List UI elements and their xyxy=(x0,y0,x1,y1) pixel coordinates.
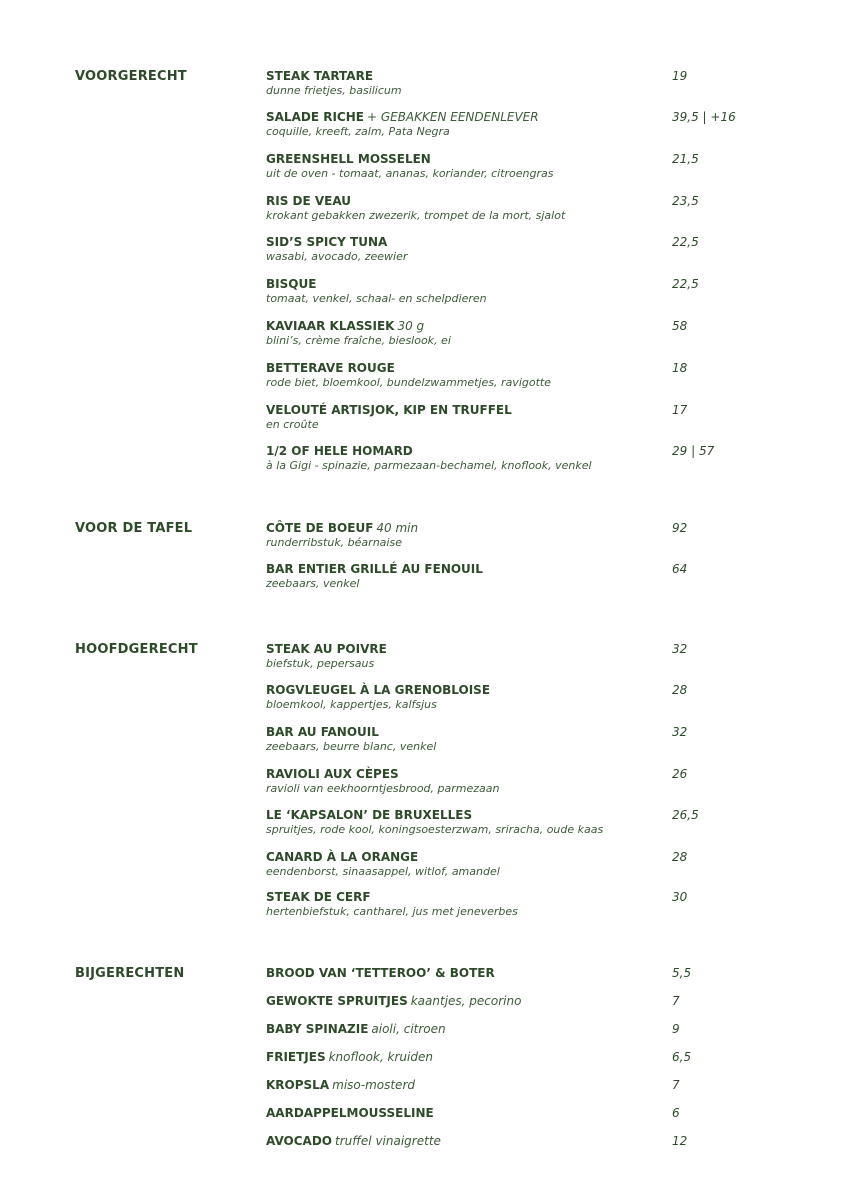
item-name: BISQUE xyxy=(266,277,317,291)
menu-item xyxy=(266,808,826,836)
item-extra: knoflook, kruiden xyxy=(328,1050,433,1064)
item-price: 22,5 xyxy=(672,235,699,249)
item-description: à la Gigi - spinazie, parmezaan-bechamel, knoflook, venkel xyxy=(266,459,592,472)
item-name: BABY SPINAZIE xyxy=(266,1022,369,1036)
item-price: 29 | 57 xyxy=(672,444,715,458)
item-price: 30 xyxy=(672,890,688,904)
item-description: runderribstuk, béarnaise xyxy=(266,536,402,549)
item-name: STEAK TARTARE xyxy=(266,69,374,83)
menu-item xyxy=(266,403,826,431)
item-name: GREENSHELL MOSSELEN xyxy=(266,152,431,166)
menu-item xyxy=(266,361,826,389)
menu-item xyxy=(266,890,826,918)
menu-item xyxy=(266,521,826,549)
item-name: KROPSLA xyxy=(266,1078,330,1092)
item-price: 19 xyxy=(672,69,688,83)
item-name: BETTERAVE ROUGE xyxy=(266,361,395,375)
section-title: VOORGERECHT xyxy=(75,69,187,84)
item-name: BROOD VAN ‘TETTEROO’ & BOTER xyxy=(266,966,495,980)
item-name: AARDAPPELMOUSSELINE xyxy=(266,1106,434,1120)
item-name: SALADE RICHE xyxy=(266,110,364,124)
item-price: 5,5 xyxy=(672,966,692,980)
menu-item xyxy=(266,1134,826,1149)
item-description: en croûte xyxy=(266,418,319,431)
item-name: BAR AU FANOUIL xyxy=(266,725,379,739)
item-name: BAR ENTIER GRILLÉ AU FENOUIL xyxy=(266,562,483,576)
item-description: bloemkool, kappertjes, kalfsjus xyxy=(266,698,437,711)
item-extra: 40 min xyxy=(376,521,419,535)
menu-item xyxy=(266,69,826,97)
item-price: 9 xyxy=(672,1022,680,1036)
item-description: krokant gebakken zwezerik, trompet de la mort, sjalot xyxy=(266,209,566,222)
item-price: 39,5 | +16 xyxy=(672,110,736,124)
item-price: 26 xyxy=(672,767,688,781)
item-extra: kaantjes, pecorino xyxy=(410,994,522,1008)
item-name: GEWOKTE SPRUITJES xyxy=(266,994,408,1008)
item-price: 7 xyxy=(672,994,680,1008)
item-description: coquille, kreeft, zalm, Pata Negra xyxy=(266,125,450,138)
item-name: STEAK DE CERF xyxy=(266,890,371,904)
item-price: 18 xyxy=(672,361,688,375)
menu-item xyxy=(266,994,826,1009)
item-description: tomaat, venkel, schaal- en schelpdieren xyxy=(266,292,487,305)
item-description: uit de oven - tomaat, ananas, koriander, citroengras xyxy=(266,167,554,180)
menu-item xyxy=(266,1050,826,1065)
item-name: LE ‘KAPSALON’ DE BRUXELLES xyxy=(266,808,473,822)
item-name: RIS DE VEAU xyxy=(266,194,352,208)
item-description: ravioli van eekhoorntjesbrood, parmezaan xyxy=(266,782,500,795)
item-name: STEAK AU POIVRE xyxy=(266,642,387,656)
item-name: 1/2 OF HELE HOMARD xyxy=(266,444,413,458)
item-price: 28 xyxy=(672,683,688,697)
menu-item xyxy=(266,562,826,590)
menu-item xyxy=(266,235,826,263)
item-price: 23,5 xyxy=(672,194,699,208)
item-price: 28 xyxy=(672,850,688,864)
item-price: 26,5 xyxy=(672,808,699,822)
menu-item xyxy=(266,1022,826,1037)
item-price: 58 xyxy=(672,319,688,333)
section-title: VOOR DE TAFEL xyxy=(75,521,193,536)
item-description: hertenbiefstuk, cantharel, jus met jeneverbes xyxy=(266,905,518,918)
menu-item xyxy=(266,277,826,305)
item-price: 21,5 xyxy=(672,152,699,166)
item-description: wasabi, avocado, zeewier xyxy=(266,250,408,263)
item-extra: + GEBAKKEN EENDENLEVER xyxy=(366,110,539,124)
item-name: FRIETJES xyxy=(266,1050,326,1064)
menu-item xyxy=(266,152,826,180)
menu-item xyxy=(266,683,826,711)
item-extra: 30 g xyxy=(397,319,425,333)
item-price: 32 xyxy=(672,725,688,739)
menu-item xyxy=(266,444,826,472)
item-price: 6,5 xyxy=(672,1050,692,1064)
item-name: CANARD À LA ORANGE xyxy=(266,850,419,864)
menu-item xyxy=(266,850,826,878)
item-name: AVOCADO xyxy=(266,1134,333,1148)
item-price: 6 xyxy=(672,1106,680,1120)
item-extra: aioli, citroen xyxy=(371,1022,446,1036)
section-title: BIJGERECHTEN xyxy=(75,966,185,981)
menu-item xyxy=(266,1106,826,1121)
item-description: zeebaars, venkel xyxy=(266,577,360,590)
item-price: 17 xyxy=(672,403,688,417)
item-description: blini’s, crème fraîche, bieslook, ei xyxy=(266,334,451,347)
menu-item xyxy=(266,642,826,670)
item-name: VELOUTÉ ARTISJOK, KIP EN TRUFFEL xyxy=(266,403,512,417)
item-extra: miso-mosterd xyxy=(332,1078,415,1092)
item-name: RAVIOLI AUX CÈPES xyxy=(266,767,399,781)
item-price: 32 xyxy=(672,642,688,656)
menu-item xyxy=(266,194,826,222)
menu-item xyxy=(266,110,826,138)
menu-item xyxy=(266,725,826,753)
section-title: HOOFDGERECHT xyxy=(75,642,198,657)
item-name: ROGVLEUGEL À LA GRENOBLOISE xyxy=(266,683,491,697)
item-price: 64 xyxy=(672,562,688,576)
menu-item xyxy=(266,1078,826,1093)
menu-item xyxy=(266,319,826,347)
item-description: spruitjes, rode kool, koningsoesterzwam, sriracha, oude kaas xyxy=(266,823,604,836)
item-price: 7 xyxy=(672,1078,680,1092)
item-description: dunne frietjes, basilicum xyxy=(266,84,402,97)
item-extra: truffel vinaigrette xyxy=(335,1134,441,1148)
item-description: rode biet, bloemkool, bundelzwammetjes, ravigotte xyxy=(266,376,551,389)
menu-item xyxy=(266,767,826,795)
item-description: biefstuk, pepersaus xyxy=(266,657,375,670)
item-name: CÔTE DE BOEUF xyxy=(266,521,374,535)
item-name: KAVIAAR KLASSIEK xyxy=(266,319,395,333)
menu-item xyxy=(266,966,826,981)
item-price: 22,5 xyxy=(672,277,699,291)
item-description: zeebaars, beurre blanc, venkel xyxy=(266,740,437,753)
item-description: eendenborst, sinaasappel, witlof, amandel xyxy=(266,865,500,878)
item-name: SID’S SPICY TUNA xyxy=(266,235,388,249)
item-price: 12 xyxy=(672,1134,688,1148)
item-price: 92 xyxy=(672,521,688,535)
